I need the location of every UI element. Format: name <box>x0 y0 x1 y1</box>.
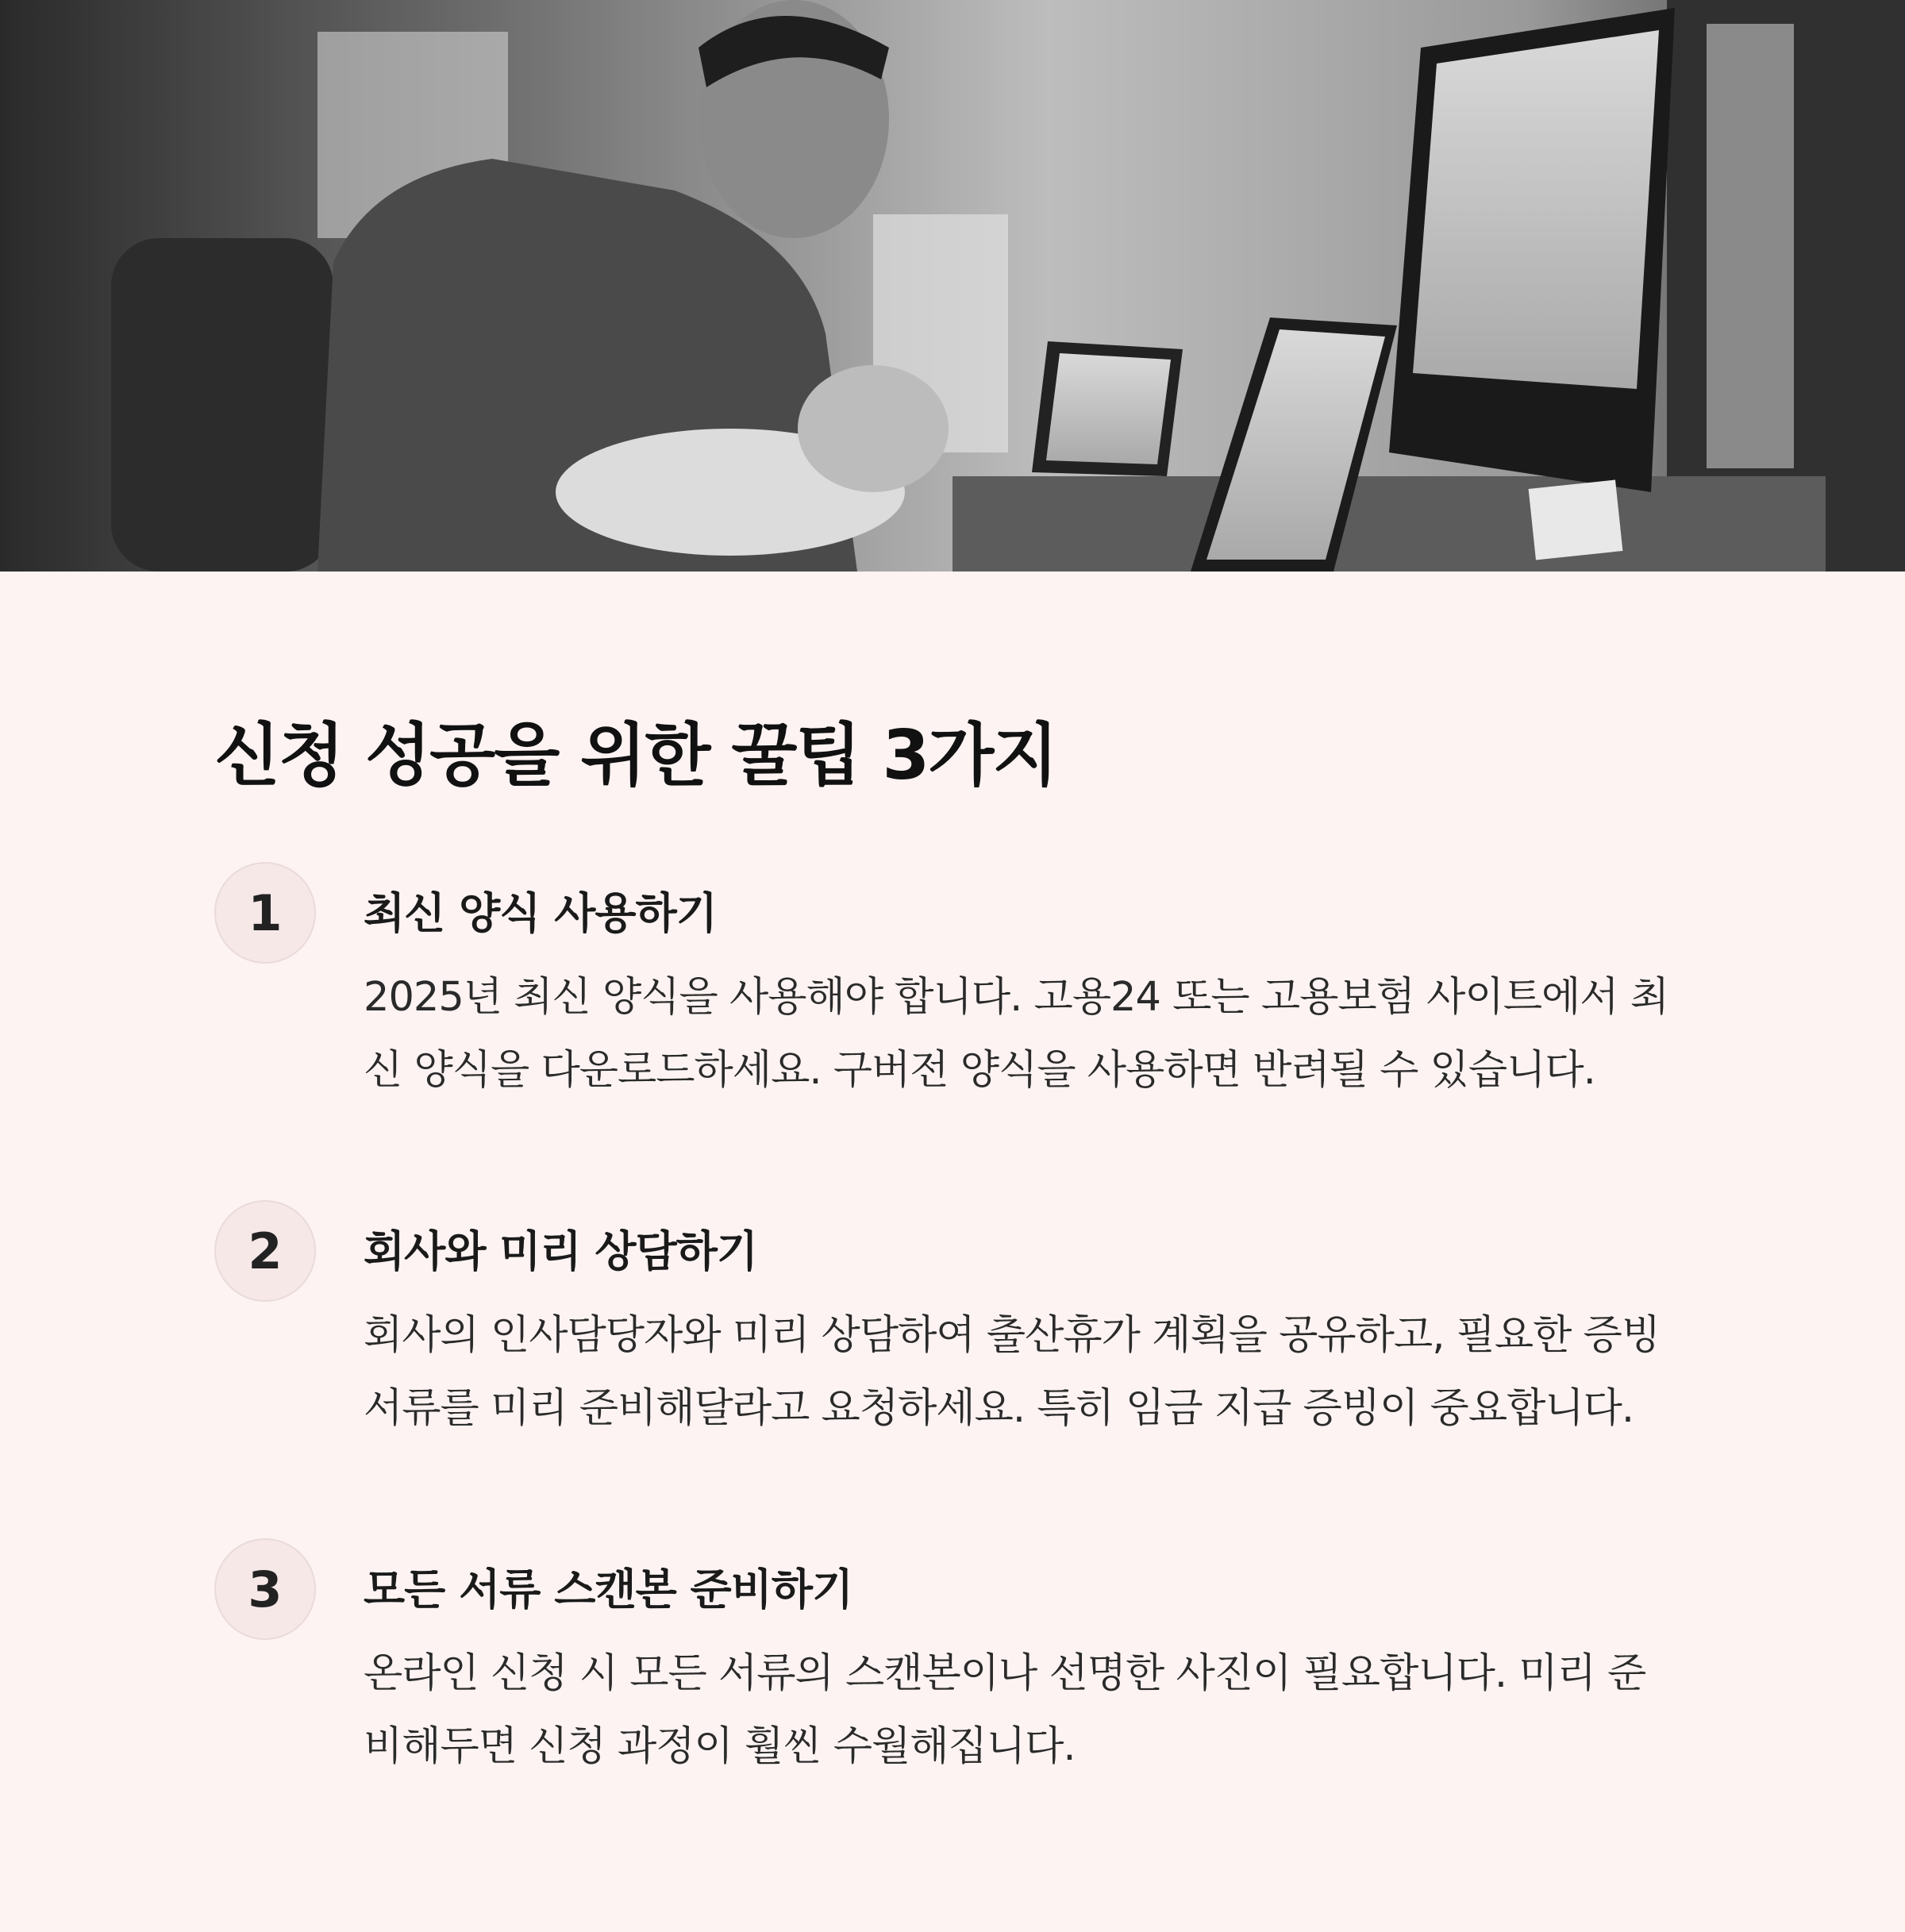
step-number-badge: 2 <box>214 1200 316 1302</box>
tip-title: 최신 양식 사용하기 <box>364 888 717 938</box>
window-pane <box>1707 24 1794 468</box>
desk <box>952 476 1826 572</box>
page-title: 신청 성공을 위한 꿀팁 3가지 <box>214 716 1057 795</box>
step-number-badge: 1 <box>214 862 316 964</box>
tip-title: 회사와 미리 상담하기 <box>364 1226 758 1276</box>
step-number-badge: 3 <box>214 1538 316 1640</box>
sticky-note <box>1529 479 1623 560</box>
hero-photo-illustration <box>0 0 1905 572</box>
tip-description: 회사의 인사담당자와 미리 상담하여 출산휴가 계획을 공유하고, 필요한 증빙 서류를 미리 준비해달라고 요청하세요. 특히 임금 지급 증빙이 중요합니다. <box>364 1312 1661 1432</box>
hero-image <box>0 0 1905 572</box>
chair <box>111 238 333 572</box>
tip-description: 온라인 신청 시 모든 서류의 스캔본이나 선명한 사진이 필요합니다. 미리 준비해두면 신청 과정이 훨씬 수월해집니다. <box>364 1650 1646 1770</box>
tip-title: 모든 서류 스캔본 준비하기 <box>364 1564 853 1614</box>
baby-head <box>798 365 949 492</box>
tip-description: 2025년 최신 양식을 사용해야 합니다. 고용24 또는 고용보험 사이트에서 최신 양식을 다운로드하세요. 구버전 양식을 사용하면 반려될 수 있습니다. <box>364 974 1668 1094</box>
